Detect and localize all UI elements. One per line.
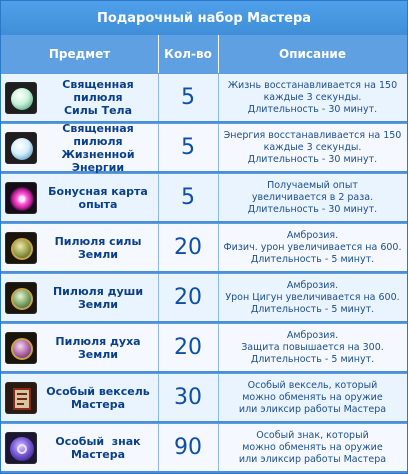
item-name-line: Особый знак	[55, 434, 141, 448]
item-qty: 5	[181, 135, 195, 160]
item-qty: 5	[181, 185, 195, 210]
item-name	[38, 174, 158, 221]
orb-white-blue-icon	[5, 132, 37, 164]
golden-orb-earth-icon	[5, 232, 37, 264]
desc-line: Урон Цигун увеличивается на 600.	[225, 291, 400, 303]
desc-line: Длительность - 5 минут.	[250, 253, 375, 265]
table-row	[1, 323, 407, 371]
item-name-line: Жизненной Энергии	[61, 147, 135, 174]
column-divider	[158, 224, 159, 271]
item-icon-cell	[4, 324, 38, 371]
table-header	[1, 35, 407, 73]
item-icon-cell	[4, 374, 38, 421]
column-divider	[158, 174, 159, 221]
desc-line: Энергия восстанавливается на 150	[223, 129, 402, 141]
item-description	[218, 174, 407, 221]
pink-flower-card-icon	[5, 182, 37, 214]
desc-line: Амброзия.	[286, 329, 339, 341]
desc-line: Особый вексель, который	[247, 379, 378, 391]
item-name-line: Земли	[77, 247, 118, 261]
desc-line: можно обменять на оружие	[242, 441, 383, 453]
header-qty: Кол-во	[164, 47, 212, 61]
desc-line: Длительность - 5 минут.	[250, 303, 375, 315]
item-description	[218, 124, 407, 171]
item-name	[38, 424, 158, 471]
header-item: Предмет	[48, 47, 111, 61]
purple-orb-spirit-icon	[5, 332, 37, 364]
column-divider	[218, 374, 219, 421]
item-name-line: Земли	[77, 347, 119, 361]
table-row	[1, 373, 407, 421]
item-icon-cell	[4, 274, 38, 321]
column-divider	[158, 274, 159, 321]
header-description: Описание	[279, 47, 346, 61]
desc-line: Жизнь восстанавливается на 150	[227, 79, 398, 91]
desc-line: Защита повышается на 300.	[241, 341, 384, 353]
golden-orb-soul-icon	[5, 282, 37, 314]
item-name-line: Бонусная карта	[48, 184, 148, 198]
item-qty: 20	[174, 285, 202, 310]
desc-line: Физич. урон увеличивается на 600.	[223, 241, 402, 253]
item-description	[218, 374, 407, 421]
item-name-line: Земли	[77, 297, 119, 311]
item-icon-cell	[4, 224, 38, 271]
item-icon-cell	[4, 74, 38, 121]
table-row	[1, 223, 407, 271]
item-name	[38, 74, 158, 121]
desc-line: каждые 3 секунды.	[263, 141, 362, 153]
desc-line: можно обменять на оружие	[242, 391, 383, 403]
item-qty: 5	[181, 85, 195, 110]
item-description	[218, 224, 407, 271]
column-divider	[158, 124, 159, 171]
item-description	[218, 74, 407, 121]
desc-line: Длительность - 30 минут.	[247, 203, 378, 215]
item-icon-cell	[4, 424, 38, 471]
item-name	[38, 274, 158, 321]
column-divider	[218, 174, 219, 221]
column-divider	[218, 74, 219, 121]
column-divider	[218, 274, 219, 321]
desc-line: увеличивается в 2 раза.	[251, 191, 374, 203]
desc-line: Длительность - 30 минут.	[247, 103, 378, 115]
item-name-line: Мастера	[70, 397, 125, 411]
column-divider	[158, 424, 159, 471]
table-row	[1, 173, 407, 221]
desc-line: или эликсир работы Мастера	[238, 403, 387, 415]
item-name-line: Силы Тела	[63, 104, 133, 117]
item-name-line: Священная пилюля	[62, 78, 134, 104]
item-name	[38, 374, 158, 421]
item-name	[38, 324, 158, 371]
purple-seal-sign-icon	[5, 432, 37, 464]
item-qty: 90	[174, 435, 202, 460]
item-qty: 30	[174, 385, 202, 410]
desc-line: Получаемый опыт	[267, 179, 358, 191]
item-name-line: Особый вексель	[46, 384, 150, 398]
item-name-line: Пилюля души	[52, 284, 144, 298]
desc-line: каждые 3 секунды.	[263, 91, 362, 103]
desc-line: Длительность - 30 минут.	[247, 153, 378, 165]
item-icon-cell	[4, 174, 38, 221]
column-divider	[158, 324, 159, 371]
table-row	[1, 273, 407, 321]
item-icon-cell	[4, 124, 38, 171]
scroll-bill-icon	[5, 382, 37, 414]
table-row	[1, 121, 407, 174]
item-qty: 20	[174, 335, 202, 360]
column-divider	[218, 424, 219, 471]
column-divider	[218, 124, 219, 171]
item-name	[38, 121, 158, 174]
desc-line: или эликсир работы Мастера	[238, 453, 387, 465]
item-name-line: Пилюля духа	[55, 334, 141, 348]
item-description	[218, 324, 407, 371]
orb-white-green-icon	[5, 82, 37, 114]
desc-line: Особый знак, который	[256, 429, 369, 441]
item-description	[218, 424, 407, 471]
item-qty: 20	[174, 235, 202, 260]
column-divider	[158, 374, 159, 421]
item-name	[38, 224, 158, 271]
desc-line: Амброзия.	[286, 279, 339, 291]
table-row	[1, 423, 407, 471]
column-divider	[218, 224, 219, 271]
desc-line: Длительность - 5 минут.	[250, 353, 375, 365]
item-name-line: опыта	[78, 197, 118, 211]
table-row	[1, 73, 407, 121]
desc-line: Амброзия.	[286, 229, 339, 241]
column-divider	[158, 74, 159, 121]
table-title: Подарочный набор Мастера	[1, 1, 407, 35]
item-name-line: Мастера	[70, 447, 126, 461]
item-name-line: Священная пилюля	[62, 121, 134, 148]
item-description	[218, 274, 407, 321]
item-name-line: Пилюля силы	[54, 234, 142, 248]
column-divider	[218, 324, 219, 371]
